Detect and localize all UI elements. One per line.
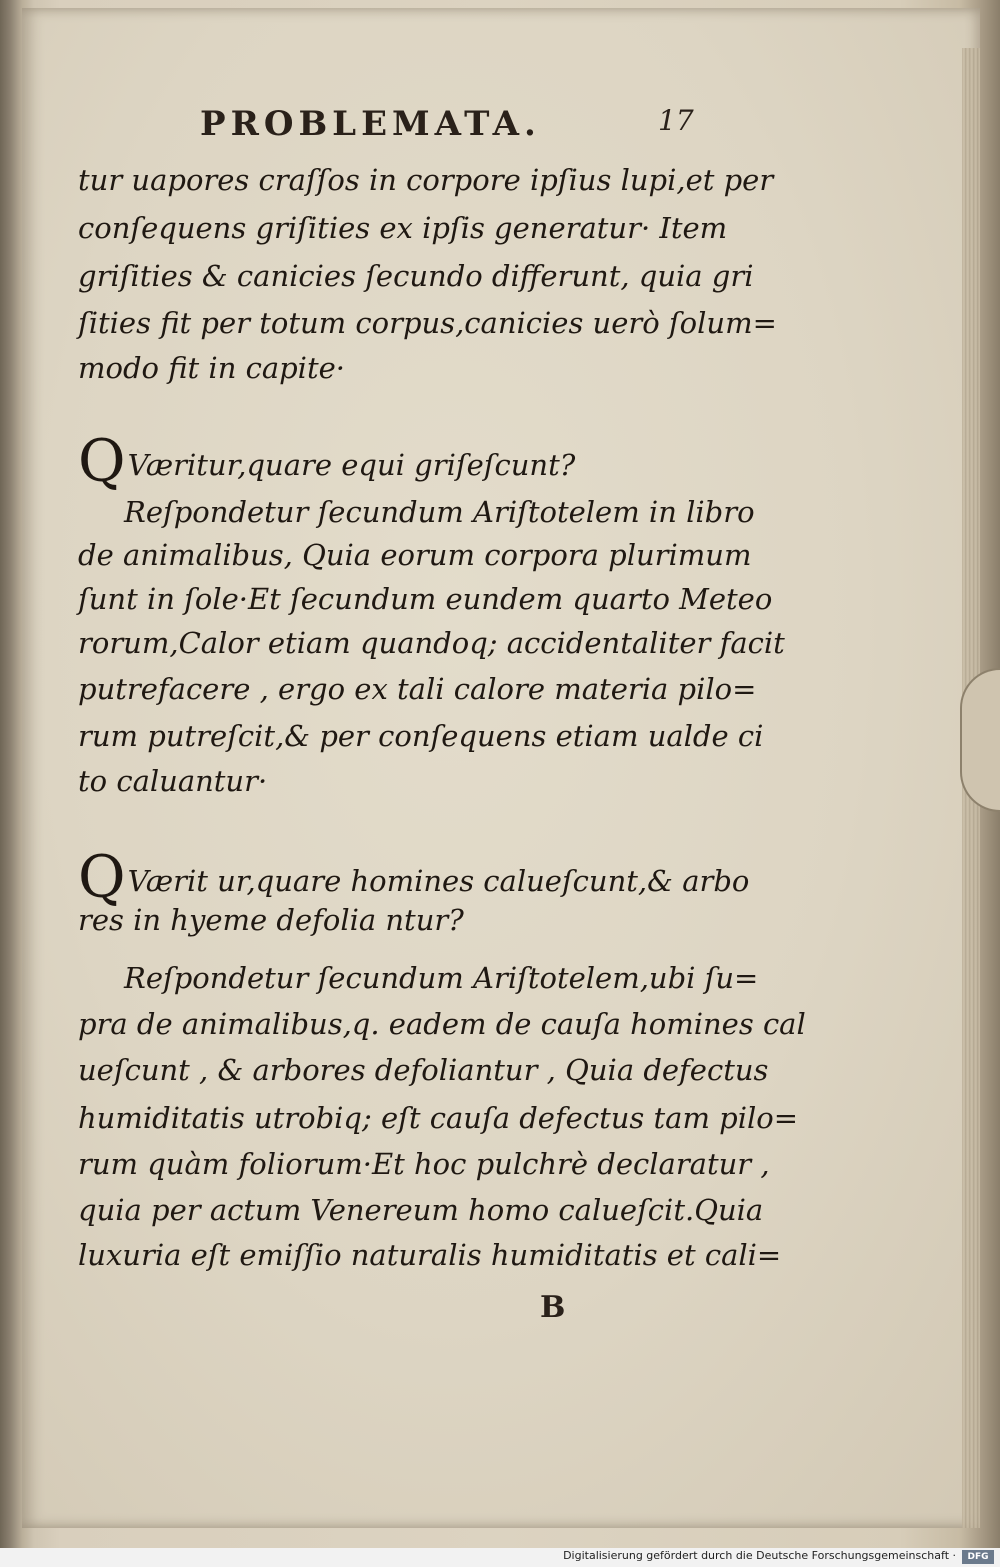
question-text: Væritur,quare equi griſeſcunt? (127, 448, 576, 482)
text-line: Reſpondetur ſecundum Ariſtotelem in libro (124, 495, 755, 529)
text-line: tur uapores craſſos in corpore ipſius lupi,et per (78, 163, 774, 197)
text-line: rorum,Calor etiam quandoq; accidentaliter facit (78, 626, 785, 660)
text-line: pra de animalibus,q. eadem de cauſa homines cal (78, 1007, 806, 1041)
text-line: luxuria eſt emiſſio naturalis humiditatis et cali= (78, 1238, 782, 1272)
question-heading (78, 427, 576, 495)
signature-mark: B (540, 1290, 566, 1325)
question-heading (78, 843, 750, 911)
text-line: ſities fit per totum corpus,canicies uerò ſolum= (78, 306, 777, 340)
footer-credit: Digitalisierung gefördert durch die Deutsche Forschungsgemeinschaft · (563, 1549, 956, 1562)
text-line: quia per actum Venereum homo calueſcit.Quia (78, 1193, 764, 1227)
text-line: conſequens griſities ex ipſis generatur· Item (78, 211, 728, 245)
text-line: to caluantur· (78, 764, 268, 798)
text-line: putrefacere , ergo ex tali calore materia pilo= (78, 672, 757, 706)
text-line: res in hyeme defolia ntur? (78, 903, 464, 937)
drop-initial: Q (78, 427, 126, 495)
text-line: griſities & canicies ſecundo differunt, quia gri (78, 259, 754, 293)
drop-initial: Q (78, 843, 126, 911)
question-text: Værit ur,quare homines calueſcunt,& arbo (127, 864, 750, 898)
page-number: 17 (658, 104, 694, 137)
text-line: de animalibus, Quia eorum corpora plurimum (78, 538, 752, 572)
text-line: modo fit in capite· (78, 351, 345, 385)
text-line: humiditatis utrobiq; eſt cauſa defectus tam pilo= (78, 1101, 799, 1135)
text-line: Reſpondetur ſecundum Ariſtotelem,ubi ſu= (124, 961, 759, 995)
text-line: ueſcunt , & arbores defoliantur , Quia defectus (78, 1053, 769, 1087)
dfg-logo-icon[interactable]: DFG (962, 1550, 994, 1564)
running-head: PROBLEMATA. (200, 104, 541, 144)
text-line: ſunt in ſole·Et ſecundum eundem quarto Meteo (78, 582, 773, 616)
clip-tab (960, 668, 1000, 812)
text-line: rum putreſcit,& per conſequens etiam ualde ci (78, 719, 764, 753)
text-line: rum quàm foliorum·Et hoc pulchrè declaratur , (78, 1147, 770, 1181)
